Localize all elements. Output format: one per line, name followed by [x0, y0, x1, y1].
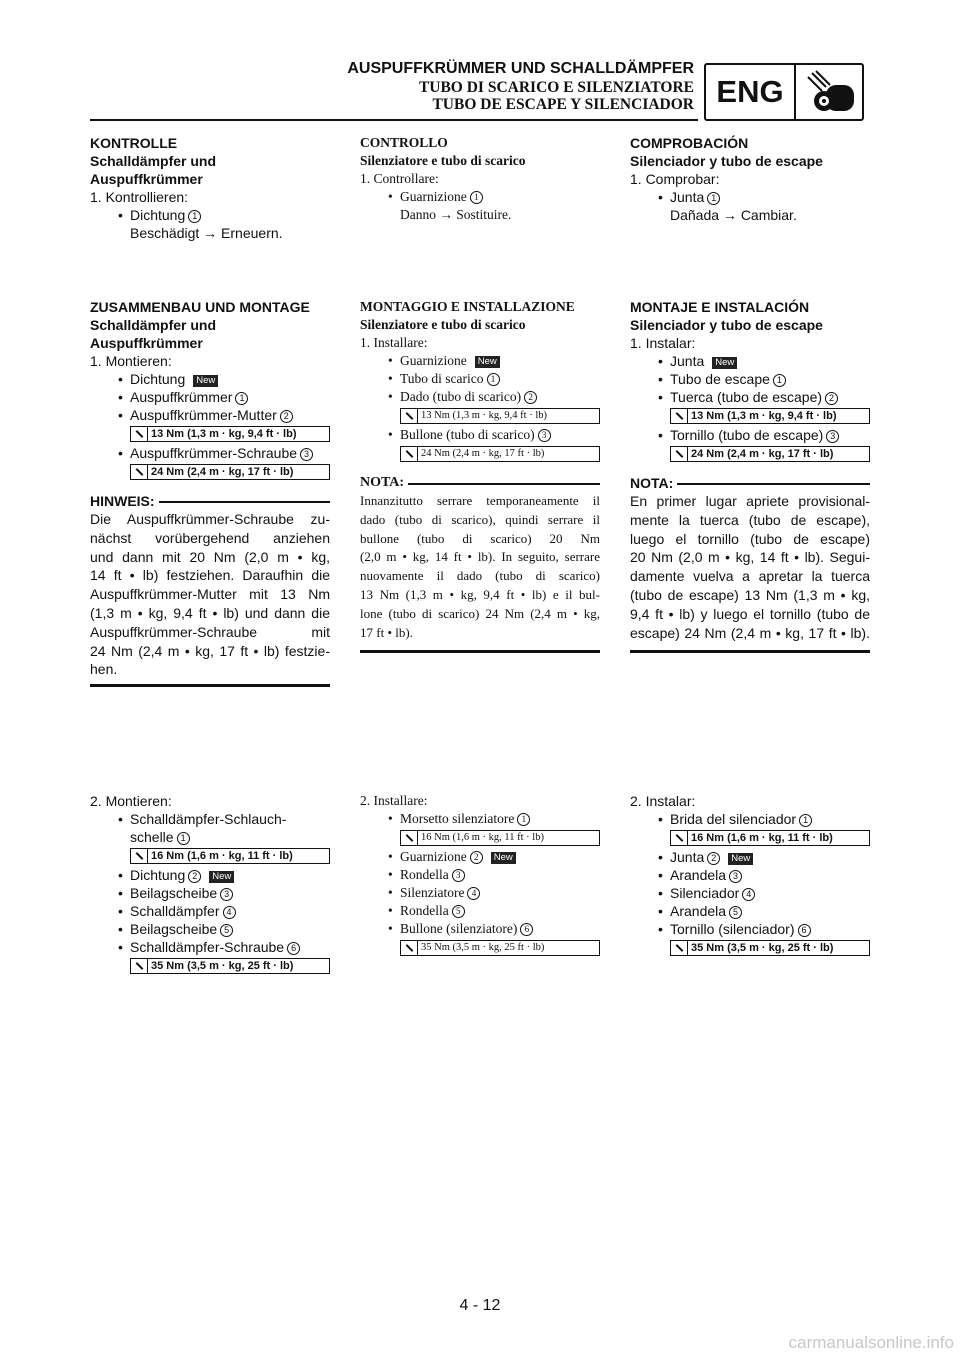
item-label: Dado (tubo di scarico) [400, 389, 522, 404]
torque-wrench-icon [401, 447, 418, 461]
list-item [630, 902, 870, 920]
torque-value: 13 Nm (1,3 m · kg, 9,4 ft · lb) [421, 410, 547, 421]
list-item [360, 188, 600, 206]
list-item [90, 920, 330, 938]
list-item [90, 884, 330, 902]
callout-number: 4 [223, 906, 236, 919]
new-badge: New [475, 356, 500, 368]
es-install-step: 1. Instalar: [630, 335, 696, 351]
note-header [90, 492, 330, 510]
item-label: Dichtung [130, 371, 186, 387]
item-label: Tornillo (tubo de escape) [670, 427, 824, 443]
list-item [630, 920, 870, 938]
note-line: nächst vorübergehend anziehen [90, 529, 330, 546]
torque-wrench-icon [131, 427, 148, 441]
de-install-section [90, 298, 330, 687]
item-label: Tuerca (tubo de escape) [670, 389, 823, 405]
it-check-heading: CONTROLLO [360, 135, 448, 150]
item-label: Rondella [400, 903, 449, 918]
note-line: 9,4 ft • lb) y luego el tornillo (tubo de [630, 605, 870, 622]
item-label: Bullone (silenziatore) [400, 921, 518, 936]
de-install2-step: 2. Montieren: [90, 793, 172, 809]
note-line: Auspuffkrümmer-Mutter mit 13 Nm [90, 586, 330, 603]
torque-wrench-icon [401, 831, 418, 845]
item-label: Guarnizione [400, 189, 467, 204]
list-item [630, 848, 870, 866]
es-check-section [630, 134, 870, 224]
callout-number: 6 [520, 923, 533, 936]
note-line: damente vuelva a apretar la tuerca [630, 568, 870, 585]
note-line: (2,0 m • kg, 14 ft • lb). In seguito, serrare [360, 549, 600, 565]
de-check-section [90, 134, 330, 242]
section-title-de: AUSPUFFKRÜMMER UND SCHALLDÄMPFER [347, 60, 694, 77]
torque-wrench-icon [131, 465, 148, 479]
de-check-heading: KONTROLLE [90, 135, 178, 151]
torque-spec [400, 940, 600, 956]
callout-number: 2 [470, 851, 483, 864]
item-label: Auspuffkrümmer-Schraube [130, 445, 298, 461]
new-badge: New [209, 871, 234, 883]
note-text [360, 492, 600, 642]
item-label: Dichtung [130, 207, 186, 223]
note-line: Innanzitutto serrare temporaneamente il [360, 493, 600, 508]
list-item [90, 444, 330, 462]
note-label: HINWEIS: [90, 493, 159, 509]
it-check-result: Danno → Sostituire. [400, 207, 512, 222]
callout-number: 2 [188, 870, 201, 883]
torque-value: 13 Nm (1,3 m · kg, 9,4 ft · lb) [691, 410, 837, 422]
note-line: dado (tubo di scarico), quindi serrare il [360, 511, 600, 527]
note-line: 24 Nm (2,4 m • kg, 17 ft • lb) festzie- [90, 642, 330, 659]
torque-spec [670, 446, 870, 462]
new-badge: New [193, 375, 218, 387]
callout-number: 1 [470, 191, 483, 204]
list-item [90, 938, 330, 956]
badge-divider [794, 65, 796, 119]
list-item [630, 352, 870, 370]
list-item [90, 388, 330, 406]
torque-spec [130, 426, 330, 442]
section-title-it: TUBO DI SCARICO E SILENZIATORE [418, 79, 694, 96]
torque-spec [670, 940, 870, 956]
note-end-rule [360, 650, 600, 653]
item-label: Tubo di scarico [400, 371, 484, 386]
list-item [360, 902, 600, 920]
list-item [630, 810, 870, 828]
callout-number: 4 [742, 888, 755, 901]
note-line: Auspuffkrümmer-Schraube mit [90, 623, 330, 640]
torque-value: 16 Nm (1,6 m · kg, 11 ft · lb) [151, 850, 293, 862]
callout-number: 5 [729, 906, 742, 919]
es-install-subheading: Silenciador y tubo de escape [630, 317, 823, 333]
note-line: (1,3 m • kg, 9,4 ft • lb) und dann die [90, 604, 330, 621]
it-install-heading: MONTAGGIO E INSTALLAZIONE [360, 299, 575, 314]
torque-value: 24 Nm (2,4 m · kg, 17 ft · lb) [691, 448, 834, 460]
item-label: Beilagscheibe [130, 885, 218, 901]
torque-value: 16 Nm (1,6 m · kg, 11 ft · lb) [421, 832, 544, 843]
item-label: Auspuffkrümmer-Mutter [130, 407, 277, 423]
list-item [360, 920, 600, 938]
note-line: En primer lugar apriete provisional- [630, 493, 870, 509]
item-label: Auspuffkrümmer [130, 389, 233, 405]
note-end-rule [630, 650, 870, 653]
torque-value: 13 Nm (1,3 m · kg, 9,4 ft · lb) [151, 428, 297, 440]
torque-wrench-icon [131, 849, 148, 863]
item-label: Beilagscheibe [130, 921, 218, 937]
note-line: 20 Nm (2,0 m • kg, 14 ft • lb). Segui- [630, 549, 870, 566]
watermark: carmanualsonline.info [788, 1333, 954, 1352]
torque-spec [400, 446, 600, 462]
callout-number: 3 [300, 448, 313, 461]
it-install-step: 1. Installare: [360, 335, 428, 350]
it-check-subheading: Silenziatore e tubo di scarico [360, 153, 526, 168]
de-check-subheading: Auspuffkrümmer [90, 171, 203, 187]
es-check-step: 1. Comprobar: [630, 171, 720, 187]
list-item [630, 426, 870, 444]
de-install-subheading: Schalldämpfer und [90, 317, 217, 333]
callout-number: 1 [487, 373, 500, 386]
callout-number: 3 [452, 869, 465, 882]
de-install-subheading: Auspuffkrümmer [90, 335, 203, 351]
list-item [360, 884, 600, 902]
note-header [630, 474, 870, 492]
callout-number: 2 [524, 391, 537, 404]
callout-number: 3 [826, 430, 839, 443]
item-label: Guarnizione [400, 849, 467, 864]
torque-spec [130, 848, 330, 864]
de-check-step: 1. Kontrollieren: [90, 189, 189, 205]
torque-spec [400, 408, 600, 424]
callout-number: 6 [798, 924, 811, 937]
callout-number: 1 [773, 374, 786, 387]
note-line: luego el tornillo (tubo de escape) [630, 530, 870, 547]
item-label: Dichtung [130, 867, 186, 883]
callout-number: 4 [467, 887, 480, 900]
note-line: lone (tubo di scarico) 24 Nm (2,4 m • kg, [360, 605, 600, 621]
torque-value: 35 Nm (3,5 m · kg, 25 ft · lb) [151, 960, 294, 972]
it-install-section [360, 298, 600, 653]
callout-number: 1 [799, 814, 812, 827]
item-label: schelle [130, 829, 174, 845]
note-line: Die Auspuffkrümmer-Schraube zu- [90, 511, 330, 527]
list-item [360, 388, 600, 406]
es-install2-section [630, 792, 870, 958]
list-item [90, 810, 330, 828]
note-line: hen. [90, 661, 118, 678]
callout-number: 5 [220, 924, 233, 937]
note-end-rule [90, 684, 330, 687]
callout-number: 3 [220, 888, 233, 901]
engine-wrench-icon [802, 69, 860, 115]
list-item [630, 188, 870, 206]
torque-value: 35 Nm (3,5 m · kg, 25 ft · lb) [691, 942, 834, 954]
item-label: Schalldämpfer [130, 903, 220, 919]
torque-spec [130, 464, 330, 480]
note-header [360, 474, 600, 492]
note-line: (tubo de escape) 13 Nm (1,3 m • kg, [630, 586, 870, 603]
torque-spec [130, 958, 330, 974]
item-label: Tornillo (silenciador) [670, 921, 795, 937]
torque-wrench-icon [671, 941, 688, 955]
torque-wrench-icon [671, 447, 688, 461]
list-item [90, 206, 330, 224]
list-item [360, 426, 600, 444]
page-number: 4 - 12 [459, 1297, 501, 1314]
note-line: mente la tuerca (tubo de escape), [630, 511, 870, 528]
callout-number: 2 [707, 852, 720, 865]
list-item [90, 370, 330, 388]
torque-spec [400, 830, 600, 846]
torque-value: 24 Nm (2,4 m · kg, 17 ft · lb) [421, 448, 545, 459]
item-label: Guarnizione [400, 353, 467, 368]
note-text [90, 510, 330, 679]
language-badge-label: ENG [716, 74, 784, 109]
note-text [630, 492, 870, 642]
de-check-subheading: Schalldämpfer und [90, 153, 217, 169]
callout-number: 6 [287, 942, 300, 955]
item-label: Silenciador [670, 885, 740, 901]
section-title-es: TUBO DE ESCAPE Y SILENCIADOR [432, 96, 694, 113]
callout-number: 1 [188, 210, 201, 223]
item-label: Junta [670, 189, 705, 205]
item-label: Schalldämpfer-Schlauch- [130, 811, 287, 827]
new-badge: New [491, 852, 516, 864]
page-header [0, 58, 960, 128]
es-check-subheading: Silenciador y tubo de escape [630, 153, 823, 169]
item-label: Schalldämpfer-Schraube [130, 939, 285, 955]
torque-spec [670, 408, 870, 424]
it-install-subheading: Silenziatore e tubo di scarico [360, 317, 526, 332]
it-install2-section [360, 792, 600, 958]
note-line: und dann mit 20 Nm (2,0 m • kg, [90, 548, 330, 565]
torque-value: 16 Nm (1,6 m · kg, 11 ft · lb) [691, 832, 833, 844]
new-badge: New [728, 853, 753, 865]
item-label: Morsetto silenziatore [400, 811, 515, 826]
es-install-heading: MONTAJE E INSTALACIÓN [630, 299, 810, 315]
list-item [630, 388, 870, 406]
list-item [360, 352, 600, 370]
torque-spec [670, 830, 870, 846]
list-item [630, 884, 870, 902]
es-install-section [630, 298, 870, 653]
list-item [360, 370, 600, 388]
list-item [360, 866, 600, 884]
note-label: NOTA: [630, 475, 677, 491]
item-label: Junta [670, 849, 705, 865]
note-label: NOTA: [360, 475, 408, 490]
es-check-result: Dañada → Cambiar. [670, 207, 797, 223]
it-check-section [360, 134, 600, 224]
es-check-heading: COMPROBACIÓN [630, 135, 749, 151]
torque-value: 35 Nm (3,5 m · kg, 25 ft · lb) [421, 942, 545, 953]
torque-value: 24 Nm (2,4 m · kg, 17 ft · lb) [151, 466, 294, 478]
item-label: Silenziatore [400, 885, 465, 900]
list-item [630, 370, 870, 388]
item-label: Tubo de escape [670, 371, 770, 387]
note-line: bullone (tubo di scarico) 20 Nm [360, 530, 600, 546]
item-label: Junta [670, 353, 705, 369]
de-install2-section [90, 792, 330, 976]
callout-number: 1 [707, 192, 720, 205]
list-item [90, 406, 330, 424]
list-item [360, 848, 600, 866]
callout-number: 1 [177, 832, 190, 845]
callout-number: 3 [538, 429, 551, 442]
de-install-heading: ZUSAMMENBAU UND MONTAGE [90, 299, 310, 315]
note-line: 14 ft • lb) festziehen. Daraufhin die [90, 567, 330, 584]
new-badge: New [712, 357, 737, 369]
torque-wrench-icon [671, 409, 688, 423]
item-label: Bullone (tubo di scarico) [400, 427, 535, 442]
torque-wrench-icon [401, 409, 418, 423]
callout-number: 2 [280, 410, 293, 423]
callout-number: 3 [729, 870, 742, 883]
item-label: Brida del silenciador [670, 811, 797, 827]
list-item [90, 866, 330, 884]
de-install-step: 1. Montieren: [90, 353, 172, 369]
item-label: Rondella [400, 867, 449, 882]
it-check-step: 1. Controllare: [360, 171, 439, 186]
note-line: nuovamente il dado (tubo di scarico) [360, 568, 600, 584]
note-line: 13 Nm (1,3 m • kg, 9,4 ft • lb) e il bul- [360, 586, 600, 602]
item-label: Arandela [670, 867, 727, 883]
list-item [630, 866, 870, 884]
callout-number: 1 [235, 392, 248, 405]
es-install2-step: 2. Instalar: [630, 793, 696, 809]
list-item [360, 810, 600, 828]
header-rule [90, 119, 698, 121]
list-item-cont [90, 828, 330, 846]
torque-wrench-icon [131, 959, 148, 973]
it-install2-step: 2. Installare: [360, 793, 428, 808]
language-badge [704, 63, 864, 121]
torque-wrench-icon [671, 831, 688, 845]
callout-number: 5 [452, 905, 465, 918]
item-label: Arandela [670, 903, 727, 919]
note-line: 17 ft • lb). [360, 624, 413, 640]
callout-number: 1 [517, 813, 530, 826]
de-check-result: Beschädigt → Erneuern. [130, 225, 283, 241]
callout-number: 2 [825, 392, 838, 405]
list-item [90, 902, 330, 920]
torque-wrench-icon [401, 941, 418, 955]
note-line: escape) 24 Nm (2,4 m • kg, 17 ft • lb). [630, 624, 870, 641]
